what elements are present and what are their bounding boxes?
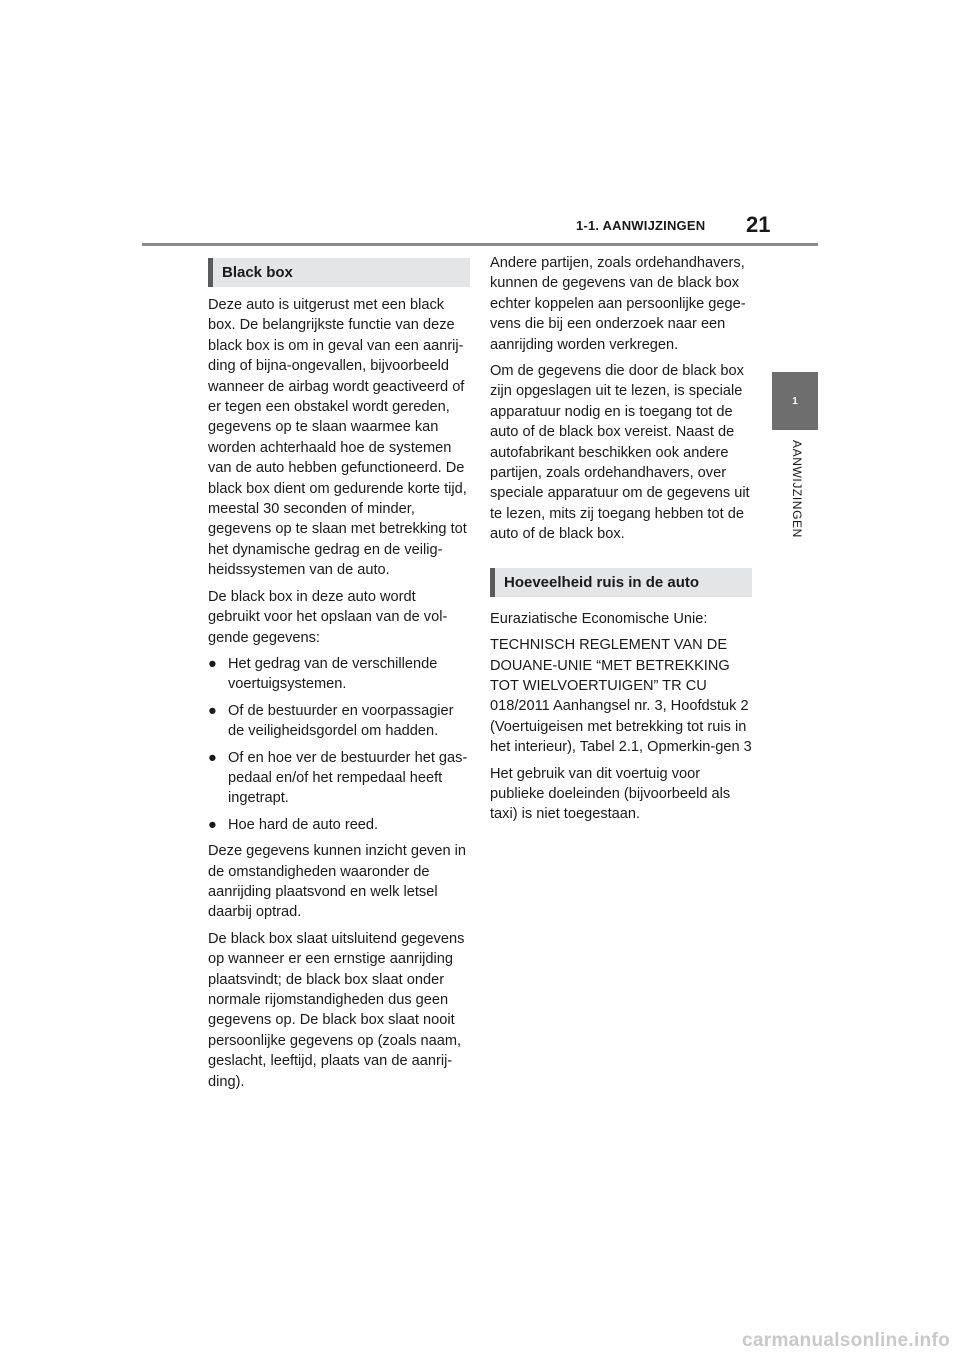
chapter-tab bbox=[772, 372, 818, 430]
paragraph: Deze gegevens kunnen inzicht geven in de omstandigheden waaronder de aanrijding plaatsvond en welk letsel daarbij optrad. bbox=[208, 843, 466, 921]
section-heading-black-box: Black box bbox=[208, 258, 470, 287]
left-column bbox=[208, 258, 470, 1098]
list-item bbox=[208, 815, 470, 835]
paragraph: Het gebruik van dit voertuig voor publieke doeleinden (bijvoorbeeld als taxi) is niet toegestaan. bbox=[490, 765, 731, 823]
chapter-tab-number: 1 bbox=[792, 395, 798, 407]
header-divider bbox=[142, 243, 818, 246]
bullet-list bbox=[208, 654, 470, 835]
list-item-text: Of de bestuurder en voorpassagier de veiligheidsgordel om hadden. bbox=[228, 702, 454, 740]
paragraph: De black box slaat uitsluitend gegevens op wanneer er een ernstige aanrijding plaatsvindt; de black box slaat onder normale rijomstandigheden dus geen gegevens op. De black box slaat nooit persoonlijke gegevens op (zoals naam, geslacht, leeftijd, plaats van de aanrij-ding). bbox=[208, 930, 465, 1090]
bullet-icon: ● bbox=[208, 749, 217, 766]
chapter-tab-label: AANWIJZINGEN bbox=[790, 440, 804, 538]
paragraph: De black box in deze auto wordt gebruikt voor het opslaan van de vol-gende gegevens: bbox=[208, 588, 448, 646]
list-item-text: Of en hoe ver de bestuurder het gas-pedaal en/of het rempedaal heeft ingetrapt. bbox=[228, 749, 468, 807]
section-heading-noise: Hoeveelheid ruis in de auto bbox=[490, 568, 752, 597]
page-number: 21 bbox=[746, 212, 771, 237]
list-item bbox=[208, 654, 470, 695]
chapter-title: 1-1. AANWIJZINGEN bbox=[576, 218, 706, 233]
list-item-text: Hoe hard de auto reed. bbox=[228, 816, 379, 833]
list-item-text: Het gedrag van de verschillende voertuigsystemen. bbox=[228, 655, 438, 693]
paragraph: Deze auto is uitgerust met een black box. De belangrijkste functie van deze black box is om in geval van een aanrij-ding of bijna-ongevallen, bijvoorbeeld wanneer de airbag wordt geactiveerd of er tegen een obstakel wordt gereden, gegevens op te slaan waarmee kan worden achterhaald hoe de systemen van de auto hebben gefunctioneerd. De black box dient om gedurende korte tijd, meestal 30 seconden of minder, gegevens op te slaan met betrekking tot het dynamische gedrag en de veilig-heidssystemen van de auto. bbox=[208, 297, 467, 579]
watermark: carmanualsonline.info bbox=[742, 1330, 950, 1351]
paragraph: TECHNISCH REGLEMENT VAN DE DOUANE-UNIE “MET BETREKKING TOT WIELVOERTUIGEN” TR CU 018/2011 Aanhangsel nr. 3, Hoofdstuk 2 (Voertuigeisen met betrekking tot ruis in het interieur), Tabel 2.1, Opmerkin-gen 3 bbox=[490, 637, 752, 756]
bullet-icon: ● bbox=[208, 702, 217, 719]
bullet-icon: ● bbox=[208, 816, 217, 833]
list-item bbox=[208, 701, 470, 742]
paragraph: Om de gegevens die door de black box zijn opgeslagen uit te lezen, is speciale apparatuur nodig en is toegang tot de auto of de black box vereist. Naast de autofabrikant beschikken ook andere partijen, zoals ordehandhavers, over speciale apparatuur om de gegevens uit te lezen, mits zij toegang hebben tot de auto of de black box. bbox=[490, 363, 750, 543]
bullet-icon: ● bbox=[208, 655, 217, 672]
right-column bbox=[490, 253, 752, 831]
paragraph: Euraziatische Economische Unie: bbox=[490, 610, 708, 627]
list-item bbox=[208, 748, 470, 809]
paragraph: Andere partijen, zoals ordehandhavers, kunnen de gegevens van de black box echter koppelen aan persoonlijke gege-vens die bij een onderzoek naar een aanrijding worden verkregen. bbox=[490, 255, 746, 353]
